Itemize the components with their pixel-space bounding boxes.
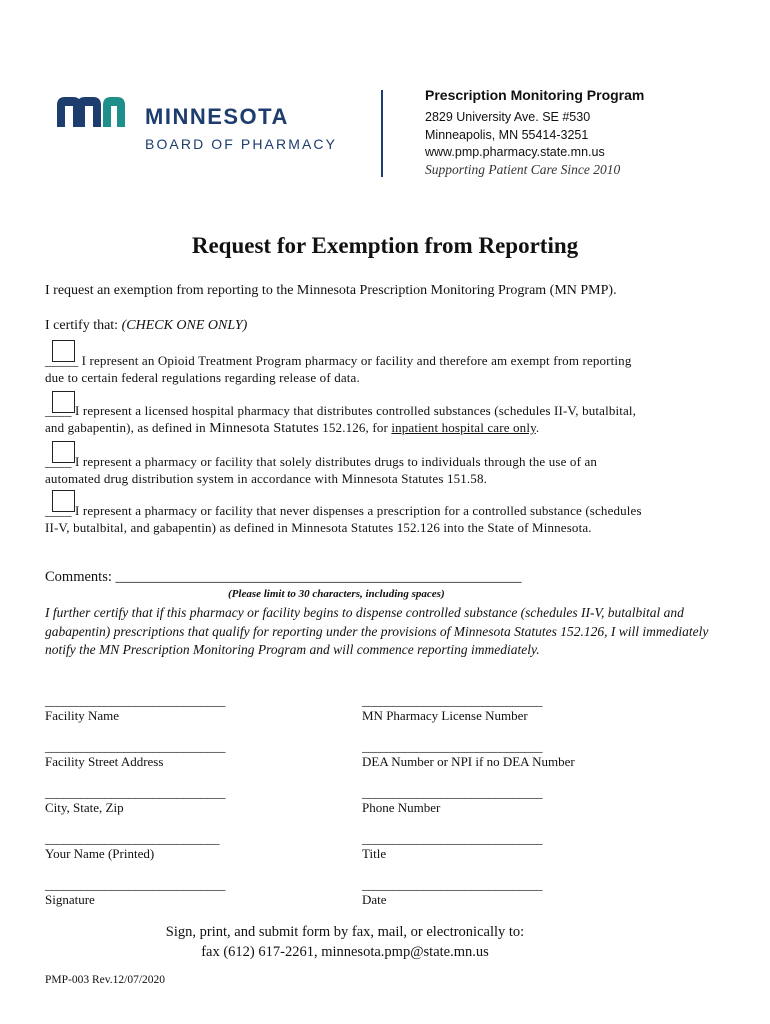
facility-street-field[interactable]: ______________________________ [45, 739, 225, 754]
phone-number-label: Phone Number [362, 800, 441, 815]
title-label: Title [362, 846, 387, 861]
option-inpatient-emphasis: inpatient hospital care only [391, 420, 536, 435]
option-line1: I represent a licensed hospital pharmacy that distributes controlled substances (schedules II-V, butalbital, [71, 403, 637, 418]
date-field[interactable]: ______________________________ [362, 877, 542, 892]
dea-npi-field[interactable]: ______________________________ [362, 739, 542, 754]
tagline: Supporting Patient Care Since 2010 [425, 162, 621, 177]
city-state-zip-field[interactable]: ______________________________ [45, 785, 225, 800]
option-blank: ____ [45, 503, 72, 518]
option-line1: I represent a pharmacy or facility that never dispenses a prescription for a controlled substance (schedules [71, 503, 642, 518]
submit-contact: fax (612) 617-2261, minnesota.pmp@state.mn.us [201, 944, 489, 960]
option-line1: I represent an Opioid Treatment Program pharmacy or facility and therefore am exempt from reporting [78, 353, 632, 368]
logo-subtitle: BOARD OF PHARMACY [145, 136, 338, 152]
option-line1: I represent a pharmacy or facility that solely distributes drugs to individuals through the use of an [71, 454, 598, 469]
comments-limit-note: (Please limit to 30 characters, including spaces) [228, 588, 445, 600]
option-line2: automated drug distribution system in accordance with Minnesota Statutes 151.58. [45, 471, 488, 486]
license-number-field[interactable]: ______________________________ [362, 693, 542, 708]
option-blank: ____ [45, 403, 72, 418]
certify-instruction [45, 318, 247, 334]
option-blank: _____ [45, 353, 79, 368]
facility-name-label: Facility Name [45, 708, 120, 723]
license-number-label: MN Pharmacy License Number [362, 708, 528, 723]
option-line2: due to certain federal regulations regarding release of data. [45, 370, 360, 385]
option-line2c: 152.126, for [318, 420, 392, 435]
submit-line-1: Sign, print, and submit form by fax, mail, or electronically to: [165, 924, 525, 940]
option-otp [45, 352, 735, 386]
logo-name: MINNESOTA [145, 104, 289, 129]
signature-field[interactable]: ______________________________ [45, 877, 225, 892]
further-certify-text: I further certify that if this pharmacy or facility begins to dispense controlled substance (schedules II-V, butalbital and gabapentin) prescriptions that qualify for reporting under the provisions of Minnesota Statutes 152.126, I will immediately notify the MN Prescription Monitoring Program and will commence reporting immediately. [45, 605, 709, 657]
option-line2a: and gabapentin), as defined in [45, 420, 210, 435]
header-divider [381, 90, 383, 177]
page-title: Request for Exemption from Reporting [191, 233, 579, 258]
check-one-note: (CHECK ONE ONLY) [121, 318, 248, 333]
website-link[interactable]: www.pmp.pharmacy.state.mn.us [425, 145, 605, 159]
facility-street-label: Facility Street Address [45, 754, 164, 769]
board-of-pharmacy-logo-icon [55, 95, 127, 129]
address-line-2: Minneapolis, MN 55414-3251 [425, 128, 589, 142]
option-hospital [45, 402, 735, 437]
submit-instructions [0, 922, 690, 962]
comments-line: ________________________________________________________ [115, 569, 522, 585]
date-label: Date [362, 892, 387, 907]
address-line-1: 2829 University Ave. SE #530 [425, 110, 591, 124]
title-field[interactable]: ______________________________ [362, 831, 542, 846]
certify-prefix: I certify that: [45, 318, 122, 333]
option-blank: ____ [45, 454, 72, 469]
option-line2: II-V, butalbital, and gabapentin) as defined in Minnesota Statutes 152.126 into the State of Minnesota. [45, 520, 592, 535]
form-revision: PMP-003 Rev.12/07/2020 [45, 974, 166, 986]
city-state-zip-label: City, State, Zip [45, 800, 124, 815]
dea-npi-label: DEA Number or NPI if no DEA Number [362, 754, 575, 769]
option-automated [45, 453, 735, 487]
signature-label: Signature [45, 892, 95, 907]
option-statute-name: Minnesota Statutes [209, 421, 319, 436]
printed-name-label: Your Name (Printed) [45, 846, 155, 861]
program-title: Prescription Monitoring Program [425, 87, 645, 103]
option-never-dispenses [45, 502, 735, 536]
comments-label: Comments: [45, 569, 116, 585]
comments-field[interactable] [45, 569, 522, 586]
phone-number-field[interactable]: ______________________________ [362, 785, 542, 800]
facility-name-field[interactable]: ______________________________ [45, 693, 225, 708]
intro-text: I request an exemption from reporting to the Minnesota Prescription Monitoring Program (MN PMP). [45, 283, 617, 298]
printed-name-field[interactable]: _____________________________ [45, 831, 219, 846]
option-line2e: . [535, 420, 540, 435]
